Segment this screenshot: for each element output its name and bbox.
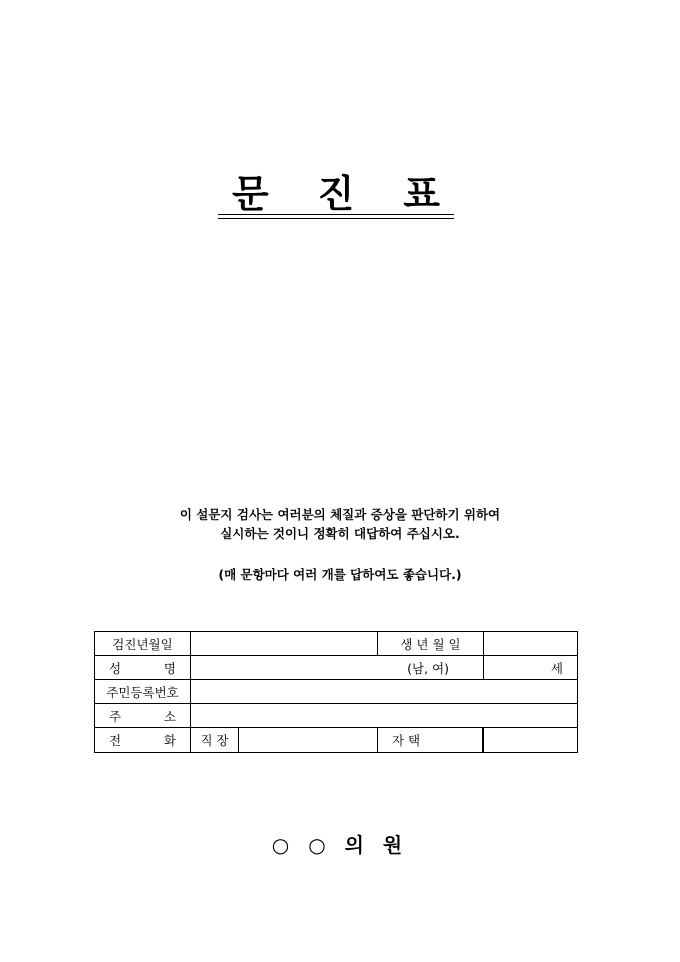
title-char-2: 진 [317,171,355,216]
title-char-3: 표 [403,171,440,216]
address-label [95,704,191,728]
age-unit: 세 [550,660,563,676]
name-label [95,656,191,680]
address-label-char-1: 주 [109,708,122,724]
clinic-name: ○ ○ 의 원 [271,833,409,857]
intro-line-1: 이 설문지 검사는 여러분의 체질과 증상을 판단하기 위하여 [179,507,501,522]
gender-text: (남, 여) [407,660,449,676]
home-phone-field[interactable] [484,728,578,753]
name-label-char-2: 명 [163,660,176,676]
table-row-address [95,704,578,728]
age-field[interactable] [484,656,578,680]
birth-date-label: 생 년 월 일 [378,632,484,656]
work-phone-label: 직 장 [191,728,239,753]
table-row-exam-date [95,632,578,656]
exam-date-field[interactable] [191,632,378,656]
home-phone-label: 자 택 [392,733,421,748]
title-underline-double [218,218,454,219]
table-row-name [95,656,578,680]
table-row-rrn [95,680,578,704]
exam-date-label: 검진년월일 [95,632,191,656]
phone-label [95,728,191,753]
document-title [218,172,454,216]
table-row-phone [95,728,578,753]
phone-label-char-1: 전 [109,733,122,748]
work-phone-field[interactable] [239,728,484,753]
rrn-label: 주민등록번호 [95,680,191,704]
intro-note: (매 문항마다 여러 개를 답하여도 좋습니다.) [218,567,462,582]
work-phone-input[interactable] [239,728,378,752]
rrn-field[interactable] [191,680,578,704]
intro-line-2: 실시하는 것이니 정확히 대답하여 주십시오. [220,526,460,541]
title-underline [218,214,454,215]
patient-info-table [94,631,578,753]
address-field[interactable] [191,704,578,728]
phone-label-char-2: 화 [163,733,176,748]
title-char-1: 문 [232,171,269,216]
name-label-char-1: 성 [109,660,122,676]
name-field[interactable] [191,656,484,680]
address-label-char-2: 소 [163,708,176,724]
birth-date-field[interactable] [484,632,578,656]
cell-divider [482,728,483,752]
